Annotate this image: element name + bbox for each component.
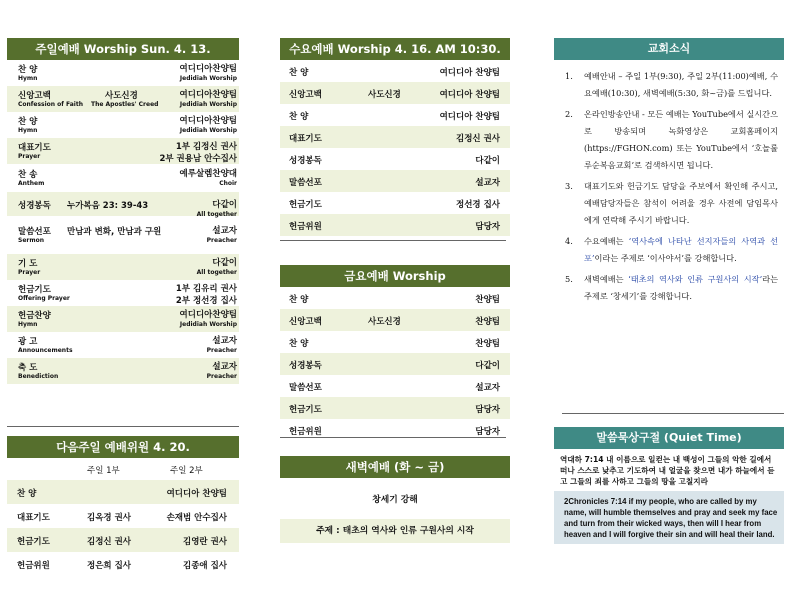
next-week-role: 헌금기도 xyxy=(17,537,50,547)
news-item-text: 새벽예배는 xyxy=(584,274,629,284)
friday-order-row xyxy=(280,397,510,419)
order-item-leader: 다같이 xyxy=(212,258,237,268)
friday-worship-section xyxy=(280,265,510,441)
wednesday-order-row xyxy=(280,126,510,148)
sunday-order-row xyxy=(7,60,239,86)
next-week-second-service: 김영란 권사 xyxy=(182,537,227,547)
sunday-order-row xyxy=(7,332,239,358)
order-item-label: 말씀선포 xyxy=(18,227,51,237)
order-item-leader: 여디디아찬양팀 xyxy=(179,90,237,100)
order-item-label: 헌금기도 xyxy=(289,200,322,210)
sunday-order-row xyxy=(7,306,239,332)
news-item xyxy=(554,68,784,102)
order-item-label-en: Sermon xyxy=(18,237,44,244)
order-item-label: 헌금위원 xyxy=(289,427,322,437)
order-item-label: 헌금위원 xyxy=(289,222,322,232)
order-item-leader: 여디디아 찬양팀 xyxy=(439,68,500,78)
order-item-leader-sub: Jedidiah Worship xyxy=(179,127,237,134)
friday-order-row xyxy=(280,309,510,331)
sunday-order-row xyxy=(7,358,239,384)
next-week-row xyxy=(7,528,239,552)
friday-order-row xyxy=(280,331,510,353)
sunday-order-row xyxy=(7,216,239,254)
quiet-time-section xyxy=(554,427,784,544)
order-item-leader: 담당자 xyxy=(475,427,500,437)
order-item-leader: 김정신 권사 xyxy=(455,134,500,144)
order-item-leader-sub: 2부 권용남 안수집사 xyxy=(159,154,237,164)
order-item-leader-sub: 2부 정선경 집사 xyxy=(175,296,237,306)
sunday-order-list xyxy=(7,60,239,384)
order-item-label: 찬 양 xyxy=(289,295,309,305)
order-item-label: 성경봉독 xyxy=(289,156,322,166)
order-item-label: 신앙고백 xyxy=(289,90,322,100)
church-news-section xyxy=(554,38,784,309)
order-item-leader: 다같이 xyxy=(475,156,500,166)
order-item-label: 성경봉독 xyxy=(289,361,322,371)
order-item-leader: 정선경 집사 xyxy=(455,200,500,210)
order-item-label: 말씀선포 xyxy=(289,178,322,188)
order-item-leader-sub: Jedidiah Worship xyxy=(179,101,237,108)
wednesday-worship-section xyxy=(280,38,510,236)
next-week-second-service: 손재범 안수집사 xyxy=(166,513,227,523)
order-item-leader-sub: Preacher xyxy=(206,347,237,354)
order-item-leader: 여디디아찬양팀 xyxy=(179,116,237,126)
order-item-label: 광 고 xyxy=(18,337,38,347)
order-item-label: 신앙고백 xyxy=(18,91,51,101)
sunday-order-row xyxy=(7,280,239,306)
divider xyxy=(280,437,506,438)
order-item-label: 찬 송 xyxy=(18,170,38,180)
order-item-leader-sub: Jedidiah Worship xyxy=(179,75,237,82)
order-item-leader-sub: All together xyxy=(196,269,237,276)
order-item-content: 사도신경 xyxy=(368,317,401,327)
order-item-label-en: Confession of Faith xyxy=(18,101,83,108)
order-item-leader: 다같이 xyxy=(475,361,500,371)
friday-order-row xyxy=(280,375,510,397)
friday-worship-title: 금요예배 Worship xyxy=(280,265,510,287)
next-week-row xyxy=(7,552,239,576)
next-week-title: 다음주일 예배위원 4. 20. xyxy=(7,436,239,458)
dawn-worship-title: 새벽예배 (화 ~ 금) xyxy=(280,456,510,478)
divider xyxy=(562,413,784,414)
church-news-title: 교회소식 xyxy=(554,38,784,60)
wednesday-order-row xyxy=(280,82,510,104)
wednesday-worship-title: 수요예배 Worship 4. 16. AM 10:30. xyxy=(280,38,510,60)
news-item-text: 온라인방송안내 - 모든 예배는 YouTube에서 실시간으로 방송되며 녹화영상은 교회홈페이지(https://FGHON.com) 또는 YouTube에서 ‘호놀룰루순복음교회’로 검색하시면 됩니다. xyxy=(584,109,778,170)
order-item-content: 사도신경 xyxy=(105,91,138,101)
next-week-list xyxy=(7,480,239,576)
news-item-highlight: ‘역사속에 나타난 선지자들의 사역과 선포’ xyxy=(584,236,778,263)
order-item-label: 찬 양 xyxy=(289,339,309,349)
order-item-leader: 여디디아찬양팀 xyxy=(179,64,237,74)
order-item-label: 대표기도 xyxy=(18,143,51,153)
news-item xyxy=(554,178,784,229)
next-week-row xyxy=(7,480,239,504)
next-week-header-row xyxy=(7,458,239,480)
order-item-label-en: Announcements xyxy=(18,347,73,354)
sunday-order-row xyxy=(7,254,239,280)
wednesday-order-row xyxy=(280,170,510,192)
order-item-label: 신앙고백 xyxy=(289,317,322,327)
news-item xyxy=(554,271,784,305)
news-item-number: 1. xyxy=(565,71,573,81)
news-item-text: 대표기도와 헌금기도 담당을 주보에서 확인해 주시고, 예배담당자들은 참석이 어려울 경우 사전에 담임목사에게 연락해 주시기 바랍니다. xyxy=(584,181,778,225)
news-item xyxy=(554,233,784,267)
order-item-leader: 예루살렘찬양대 xyxy=(179,169,237,179)
order-item-leader: 여디디아찬양팀 xyxy=(179,310,237,320)
next-week-role: 찬 양 xyxy=(17,489,37,499)
order-item-leader-sub: Choir xyxy=(219,180,237,187)
verse-korean: 역대하 7:14 내 이름으로 일컫는 내 백성이 그들의 악한 길에서 떠나 스스로 낮추고 기도하여 내 얼굴을 찾으면 내가 하늘에서 듣고 그들의 죄를 사하고 그들의 땅을 고칠지라 xyxy=(560,455,775,486)
wednesday-order-row xyxy=(280,60,510,82)
order-item-label: 말씀선포 xyxy=(289,383,322,393)
order-item-label-en: Benediction xyxy=(18,373,59,380)
news-item-number: 3. xyxy=(565,181,573,191)
next-week-first-service: 정은희 집사 xyxy=(87,561,132,571)
order-item-leader: 찬양팀 xyxy=(475,339,500,349)
wednesday-order-list xyxy=(280,60,510,236)
order-item-leader: 담당자 xyxy=(475,405,500,415)
wednesday-order-row xyxy=(280,148,510,170)
order-item-label: 찬 양 xyxy=(289,112,309,122)
next-week-first-service: 김옥경 권사 xyxy=(87,513,132,523)
order-item-content: 누가복음 23: 39-43 xyxy=(67,201,149,211)
order-item-leader: 설교자 xyxy=(212,362,237,372)
next-week-second-service: 김종애 집사 xyxy=(182,561,227,571)
order-item-label-en: Prayer xyxy=(18,269,41,276)
order-item-label-en: Hymn xyxy=(18,321,38,328)
next-col1-header: 주일 1부 xyxy=(87,466,120,476)
order-item-leader-sub: Jedidiah Worship xyxy=(179,321,237,328)
order-item-leader: 여디디아 찬양팀 xyxy=(439,112,500,122)
order-item-leader: 1부 김정신 권사 xyxy=(175,142,237,152)
sunday-order-row xyxy=(7,138,239,164)
order-item-label-en: Prayer xyxy=(18,153,41,160)
dawn-theme: 주제 : 태초의 역사와 인류 구원사의 시작 xyxy=(280,519,510,543)
order-item-label: 축 도 xyxy=(18,363,38,373)
order-item-leader-sub: Preacher xyxy=(206,237,237,244)
order-item-label: 찬 양 xyxy=(18,117,38,127)
order-item-leader: 담당자 xyxy=(475,222,500,232)
quiet-time-title: 말씀묵상구절 (Quiet Time) xyxy=(554,427,784,449)
dawn-worship-section xyxy=(280,456,510,543)
friday-order-row xyxy=(280,353,510,375)
news-item-text: 라는 주제로 ‘창세기’를 강해합니다. xyxy=(584,274,779,301)
order-item-leader: 설교자 xyxy=(475,383,500,393)
order-item-label: 대표기도 xyxy=(289,134,322,144)
sunday-order-row xyxy=(7,86,239,112)
friday-order-list xyxy=(280,287,510,441)
order-item-content-en: The Apostles' Creed xyxy=(91,101,159,108)
order-item-label-en: Offering Prayer xyxy=(18,295,70,302)
dawn-book: 창세기 강해 xyxy=(372,495,418,505)
next-week-role: 헌금위원 xyxy=(17,561,50,571)
sunday-worship-section xyxy=(7,38,239,384)
order-item-leader: 찬양팀 xyxy=(475,317,500,327)
news-item-highlight: ‘태초의 역사와 인류 구원사의 시작’ xyxy=(628,274,763,284)
divider xyxy=(280,240,506,241)
wednesday-order-row xyxy=(280,104,510,126)
sunday-worship-title: 주일예배 Worship Sun. 4. 13. xyxy=(7,38,239,60)
order-item-leader: 1부 김유리 권사 xyxy=(175,284,237,294)
order-item-leader: 여디디아 찬양팀 xyxy=(439,90,500,100)
church-news-list xyxy=(554,68,784,305)
order-item-leader: 설교자 xyxy=(212,336,237,346)
order-item-leader-sub: Preacher xyxy=(206,373,237,380)
order-item-label: 헌금기도 xyxy=(18,285,51,295)
order-item-label: 헌금기도 xyxy=(289,405,322,415)
sunday-order-row xyxy=(7,164,239,192)
order-item-leader-sub: All together xyxy=(196,211,237,218)
order-item-label: 성경봉독 xyxy=(18,201,51,211)
order-item-label-en: Hymn xyxy=(18,127,38,134)
next-week-second-service: 여디디아 찬양팀 xyxy=(166,489,227,499)
news-item-text: 이라는 주제로 ‘이사야서’를 강해합니다. xyxy=(594,253,737,263)
order-item-leader: 설교자 xyxy=(212,226,237,236)
order-item-label: 찬 양 xyxy=(18,65,38,75)
order-item-leader: 설교자 xyxy=(475,178,500,188)
order-item-leader: 다같이 xyxy=(212,200,237,210)
news-item-number: 4. xyxy=(565,236,573,246)
divider xyxy=(7,426,239,427)
news-item-number: 2. xyxy=(565,109,573,119)
sunday-order-row xyxy=(7,112,239,138)
order-item-label: 헌금찬양 xyxy=(18,311,51,321)
news-item-text: 예배안내 – 주일 1부(9:30), 주일 2부(11:00)예배, 수요예배(10:30), 새벽예배(5:30, 화~금)를 드립니다. xyxy=(584,71,778,98)
news-item-text: 수요예배는 xyxy=(584,236,629,246)
order-item-label: 찬 양 xyxy=(289,68,309,78)
next-week-row xyxy=(7,504,239,528)
news-item-number: 5. xyxy=(565,274,573,284)
order-item-label-en: Anthem xyxy=(18,180,45,187)
order-item-content: 사도신경 xyxy=(368,90,401,100)
next-week-section xyxy=(7,436,239,576)
sunday-order-row xyxy=(7,192,239,216)
order-item-content: 만남과 변화, 만남과 구원 xyxy=(67,227,162,237)
verse-english: 2Chronicles 7:14 if my people, who are called by my name, will humble themselves and pray and seek my face and turn from their wicked ways, then will I hear from heaven and I will forgive their sin and will heal their land. xyxy=(554,491,784,544)
order-item-leader: 찬양팀 xyxy=(475,295,500,305)
wednesday-order-row xyxy=(280,214,510,236)
next-week-role: 대표기도 xyxy=(17,513,50,523)
news-item xyxy=(554,106,784,174)
order-item-label: 기 도 xyxy=(18,259,38,269)
next-week-first-service: 김정신 권사 xyxy=(87,537,132,547)
next-col2-header: 주일 2부 xyxy=(170,466,203,476)
friday-order-row xyxy=(280,287,510,309)
order-item-label-en: Hymn xyxy=(18,75,38,82)
wednesday-order-row xyxy=(280,192,510,214)
